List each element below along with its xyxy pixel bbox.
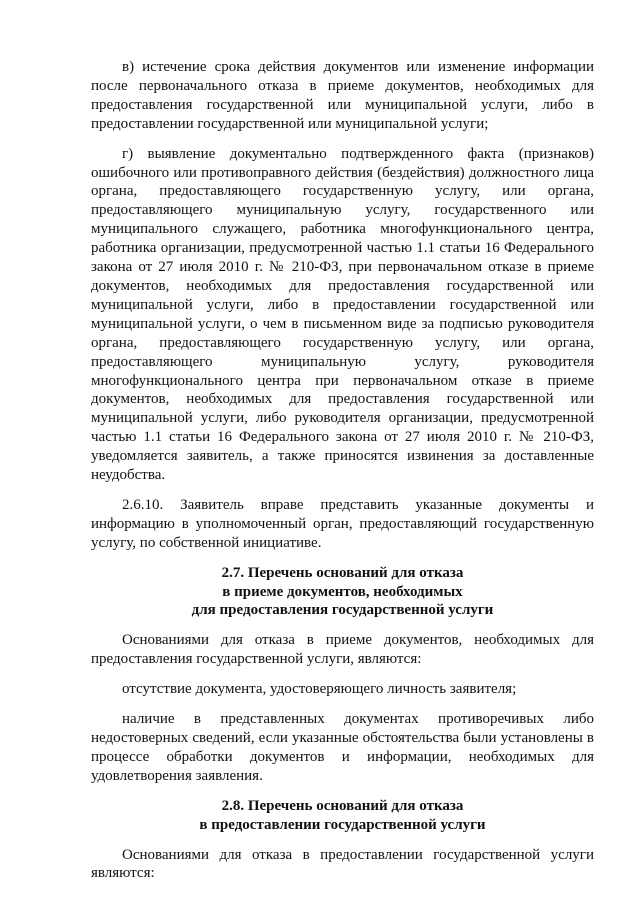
- heading-line: в приеме документов, необходимых: [222, 583, 463, 600]
- paragraph-item-v: в) истечение срока действия документов или изменение информации после первоначального отказа в приеме документов, необходимых для предоставления государственной или муниципальной услуги, либо в предоставлении государственной или муниципальной услуги;: [91, 59, 594, 132]
- section-2-8-heading: [91, 797, 594, 835]
- paragraph-2-6-10: 2.6.10. Заявитель вправе представить указанные документы и информацию в уполномоченный орган, предоставляющий государственную услугу, по собственной инициативе.: [91, 496, 594, 551]
- heading-line: 2.8. Перечень оснований для отказа: [221, 797, 464, 814]
- section-2-7-heading: [91, 564, 594, 621]
- heading-line: в предоставлении государственной услуги: [199, 816, 486, 833]
- heading-line: для предоставления государственной услуги: [191, 602, 494, 619]
- section-2-7-reason-2: наличие в представленных документах противоречивых либо недостоверных сведений, если указанные обстоятельства были установлены в процессе обработки документов и информации, необходимых для удовлетворения заявления.: [91, 711, 594, 784]
- heading-line: 2.7. Перечень оснований для отказа: [221, 564, 464, 581]
- paragraph-item-g: г) выявление документально подтвержденного факта (признаков) ошибочного или противоправного действия (бездействия) должностного лица органа, предоставляющего государственную услугу, или органа, предоставляющего муниципальную услугу, государственного или муниципального служащего, работника многофункционального центра, работника организации, предусмотренной частью 1.1 статьи 16 Федерального закона от 27 июля 2010 г. № 210-ФЗ, при первоначальном отказе в приеме документов, необходимых для предоставления государственной или муниципальной услуги, либо в предоставлении государственной или муниципальной услуги, о чем в письменном виде за подписью руководителя органа, предоставляющего государственную услугу, или органа, предоставляющего муниципальную услугу, руководителя многофункционального центра при первоначальном отказе в приеме документов, необходимых для предоставления государственной или муниципальной услуги, либо руководителя организации, предусмотренной частью 1.1 статьи 16 Федерального закона от 27 июля 2010 г. № 210-ФЗ, уведомляется заявитель, а также приносятся извинения за доставленные неудобства.: [91, 145, 594, 484]
- section-2-7-reason-1: отсутствие документа, удостоверяющего личность заявителя;: [122, 681, 517, 698]
- document-page: [91, 58, 594, 883]
- section-2-7-intro: Основаниями для отказа в приеме документов, необходимых для предоставления государственной услуги, являются:: [91, 632, 594, 668]
- section-2-8-intro: Основаниями для отказа в предоставлении государственной услуги являются:: [91, 846, 594, 882]
